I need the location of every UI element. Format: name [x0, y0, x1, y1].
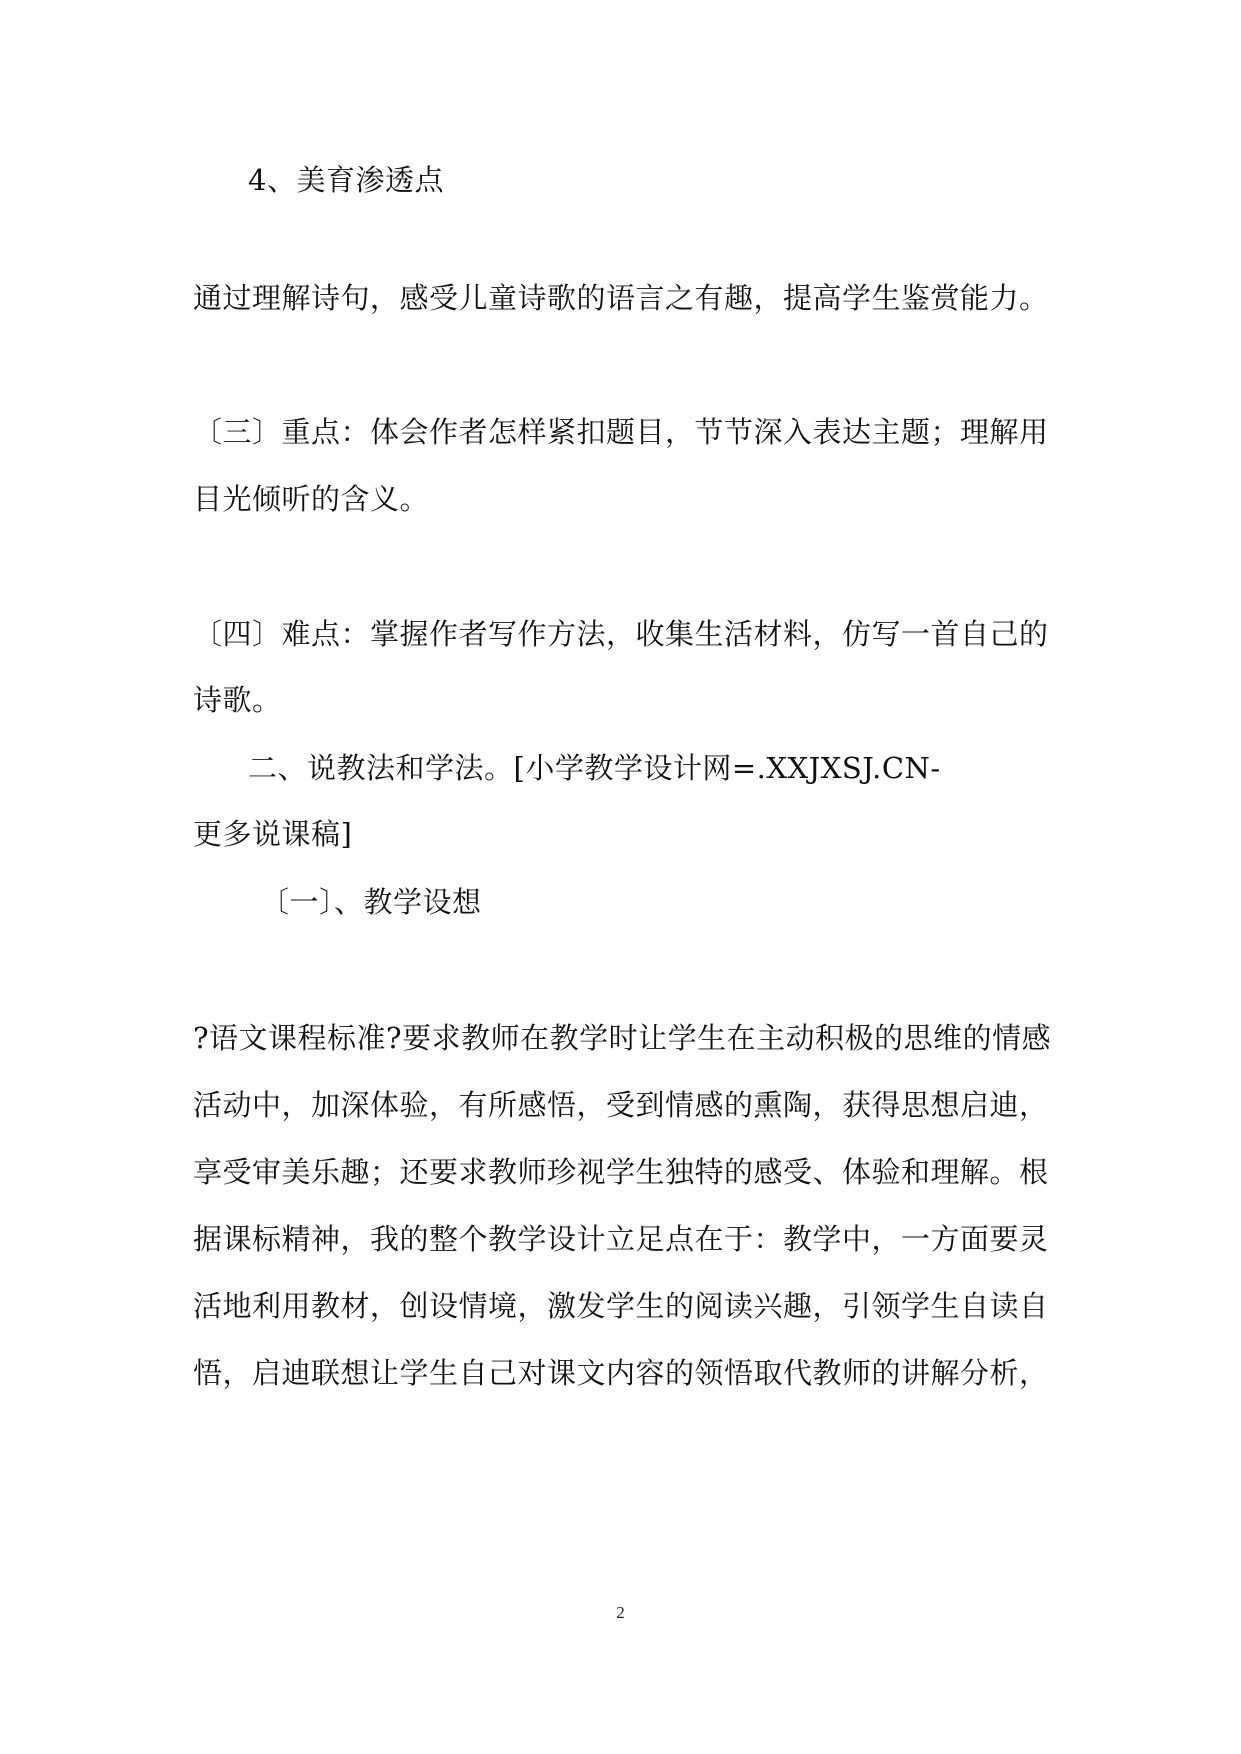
key-point-line-1: 〔三〕重点：体会作者怎样紧扣题目，节节深入表达主题；理解用: [193, 415, 1049, 449]
aesthetic-paragraph: 通过理解诗句，感受儿童诗歌的语言之有趣，提高学生鉴赏能力。: [193, 281, 1049, 315]
section-two-line-2: 更多说课稿]: [193, 817, 353, 851]
paragraph-line: ?语文课程标准?要求教师在教学时让学生在主动积极的思维的情感: [193, 1021, 1052, 1055]
paragraph-line: 享受审美乐趣；还要求教师珍视学生独特的感受、体验和理解。根: [193, 1155, 1049, 1189]
section-two-line-1: 二、说教法和学法。[小学教学设计网=.XXJXSJ.CN-: [248, 751, 941, 785]
paragraph-line: 悟，启迪联想让学生自己对课文内容的领悟取代教师的讲解分析，: [193, 1356, 1049, 1390]
difficult-point-line-1: 〔四〕难点：掌握作者写作方法，收集生活材料，仿写一首自己的: [193, 617, 1049, 651]
section-heading-aesthetic: 4、美育渗透点: [248, 163, 444, 197]
paragraph-line: 活动中，加深体验，有所感悟，受到情感的熏陶，获得思想启迪，: [193, 1088, 1049, 1122]
key-point-line-2: 目光倾听的含义。: [193, 482, 430, 516]
page-number: 2: [616, 1603, 625, 1622]
paragraph-line: 据课标精神，我的整个教学设计立足点在于：教学中，一方面要灵: [193, 1222, 1049, 1256]
paragraph-line: 活地利用教材，创设情境，激发学生的阅读兴趣，引领学生自读自: [193, 1289, 1049, 1323]
difficult-point-line-2: 诗歌。: [193, 683, 282, 717]
subheading-teaching-design: 〔一〕、教学设想: [260, 885, 482, 919]
